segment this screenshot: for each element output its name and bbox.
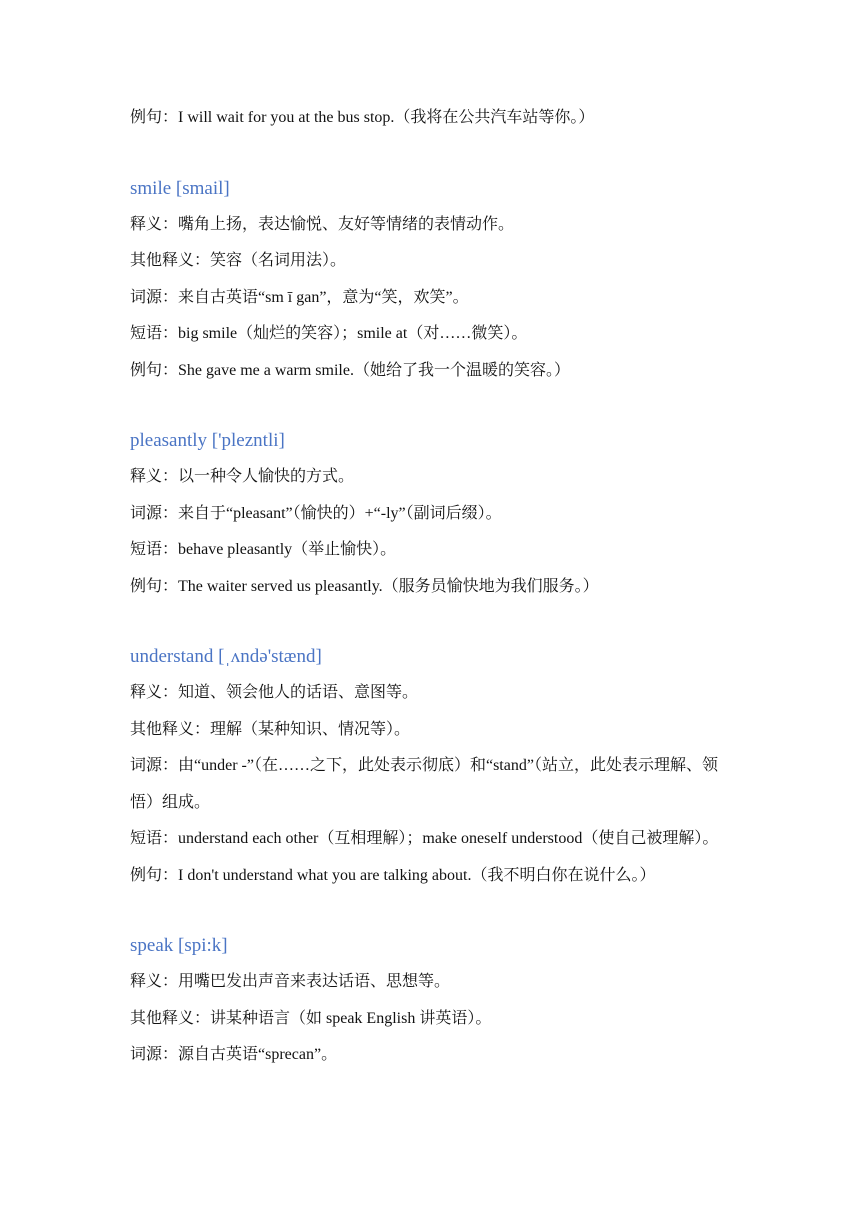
smile-definition: 释义：嘴角上扬，表达愉悦、友好等情绪的表情动作。 (130, 215, 515, 233)
pleasantly-definition: 释义：以一种令人愉快的方式。 (130, 468, 355, 485)
headword-pleasantly: pleasantly ['plezntli] (130, 430, 285, 451)
smile-etymology: 词源：来自古英语“sm ī gan”，意为“笑，欢笑”。 (130, 288, 469, 306)
pleasantly-etymology: 词源：来自于“pleasant”（愉快的）+“-ly”（副词后缀）。 (130, 504, 502, 522)
speak-other-definition: 其他释义：讲某种语言（如 speak English 讲英语）。 (130, 1009, 492, 1027)
speak-etymology: 词源：源自古英语“sprecan”。 (130, 1046, 338, 1063)
speak-definition: 释义：用嘴巴发出声音来表达话语、思想等。 (130, 973, 451, 990)
headword-understand: understand [ˌʌndə'stænd] (130, 646, 322, 667)
understand-phrases: 短语：understand each other（互相理解）；make oneself understood（使自己被理解）。 (130, 830, 719, 847)
smile-other-definition: 其他释义：笑容（名词用法）。 (130, 252, 347, 269)
understand-other-definition: 其他释义：理解（某种知识、情况等）。 (130, 720, 411, 738)
intro-example: 例句：I will wait for you at the bus stop.（我将在公共汽车站等你。） (130, 109, 595, 126)
understand-definition: 释义：知道、领会他人的话语、意图等。 (130, 684, 419, 701)
headword-smile: smile [smail] (130, 177, 230, 199)
understand-etymology: 词源：由“under -”（在……之下，此处表示彻底）和“stand”（站立，此处表示理解、领悟）组成。 (130, 757, 718, 811)
smile-example: 例句：She gave me a warm smile.（她给了我一个温暖的笑容。） (130, 361, 570, 379)
smile-phrases: 短语：big smile（灿烂的笑容）；smile at（对……微笑）。 (130, 325, 528, 342)
pleasantly-example: 例句：The waiter served us pleasantly.（服务员愉快地为我们服务。） (130, 577, 599, 595)
headword-speak: speak [spi:k] (130, 935, 228, 956)
document-page (130, 100, 735, 1074)
pleasantly-phrases: 短语：behave pleasantly（举止愉快）。 (130, 541, 397, 558)
understand-example: 例句：I don't understand what you are talking about.（我不明白你在说什么。） (130, 866, 656, 884)
